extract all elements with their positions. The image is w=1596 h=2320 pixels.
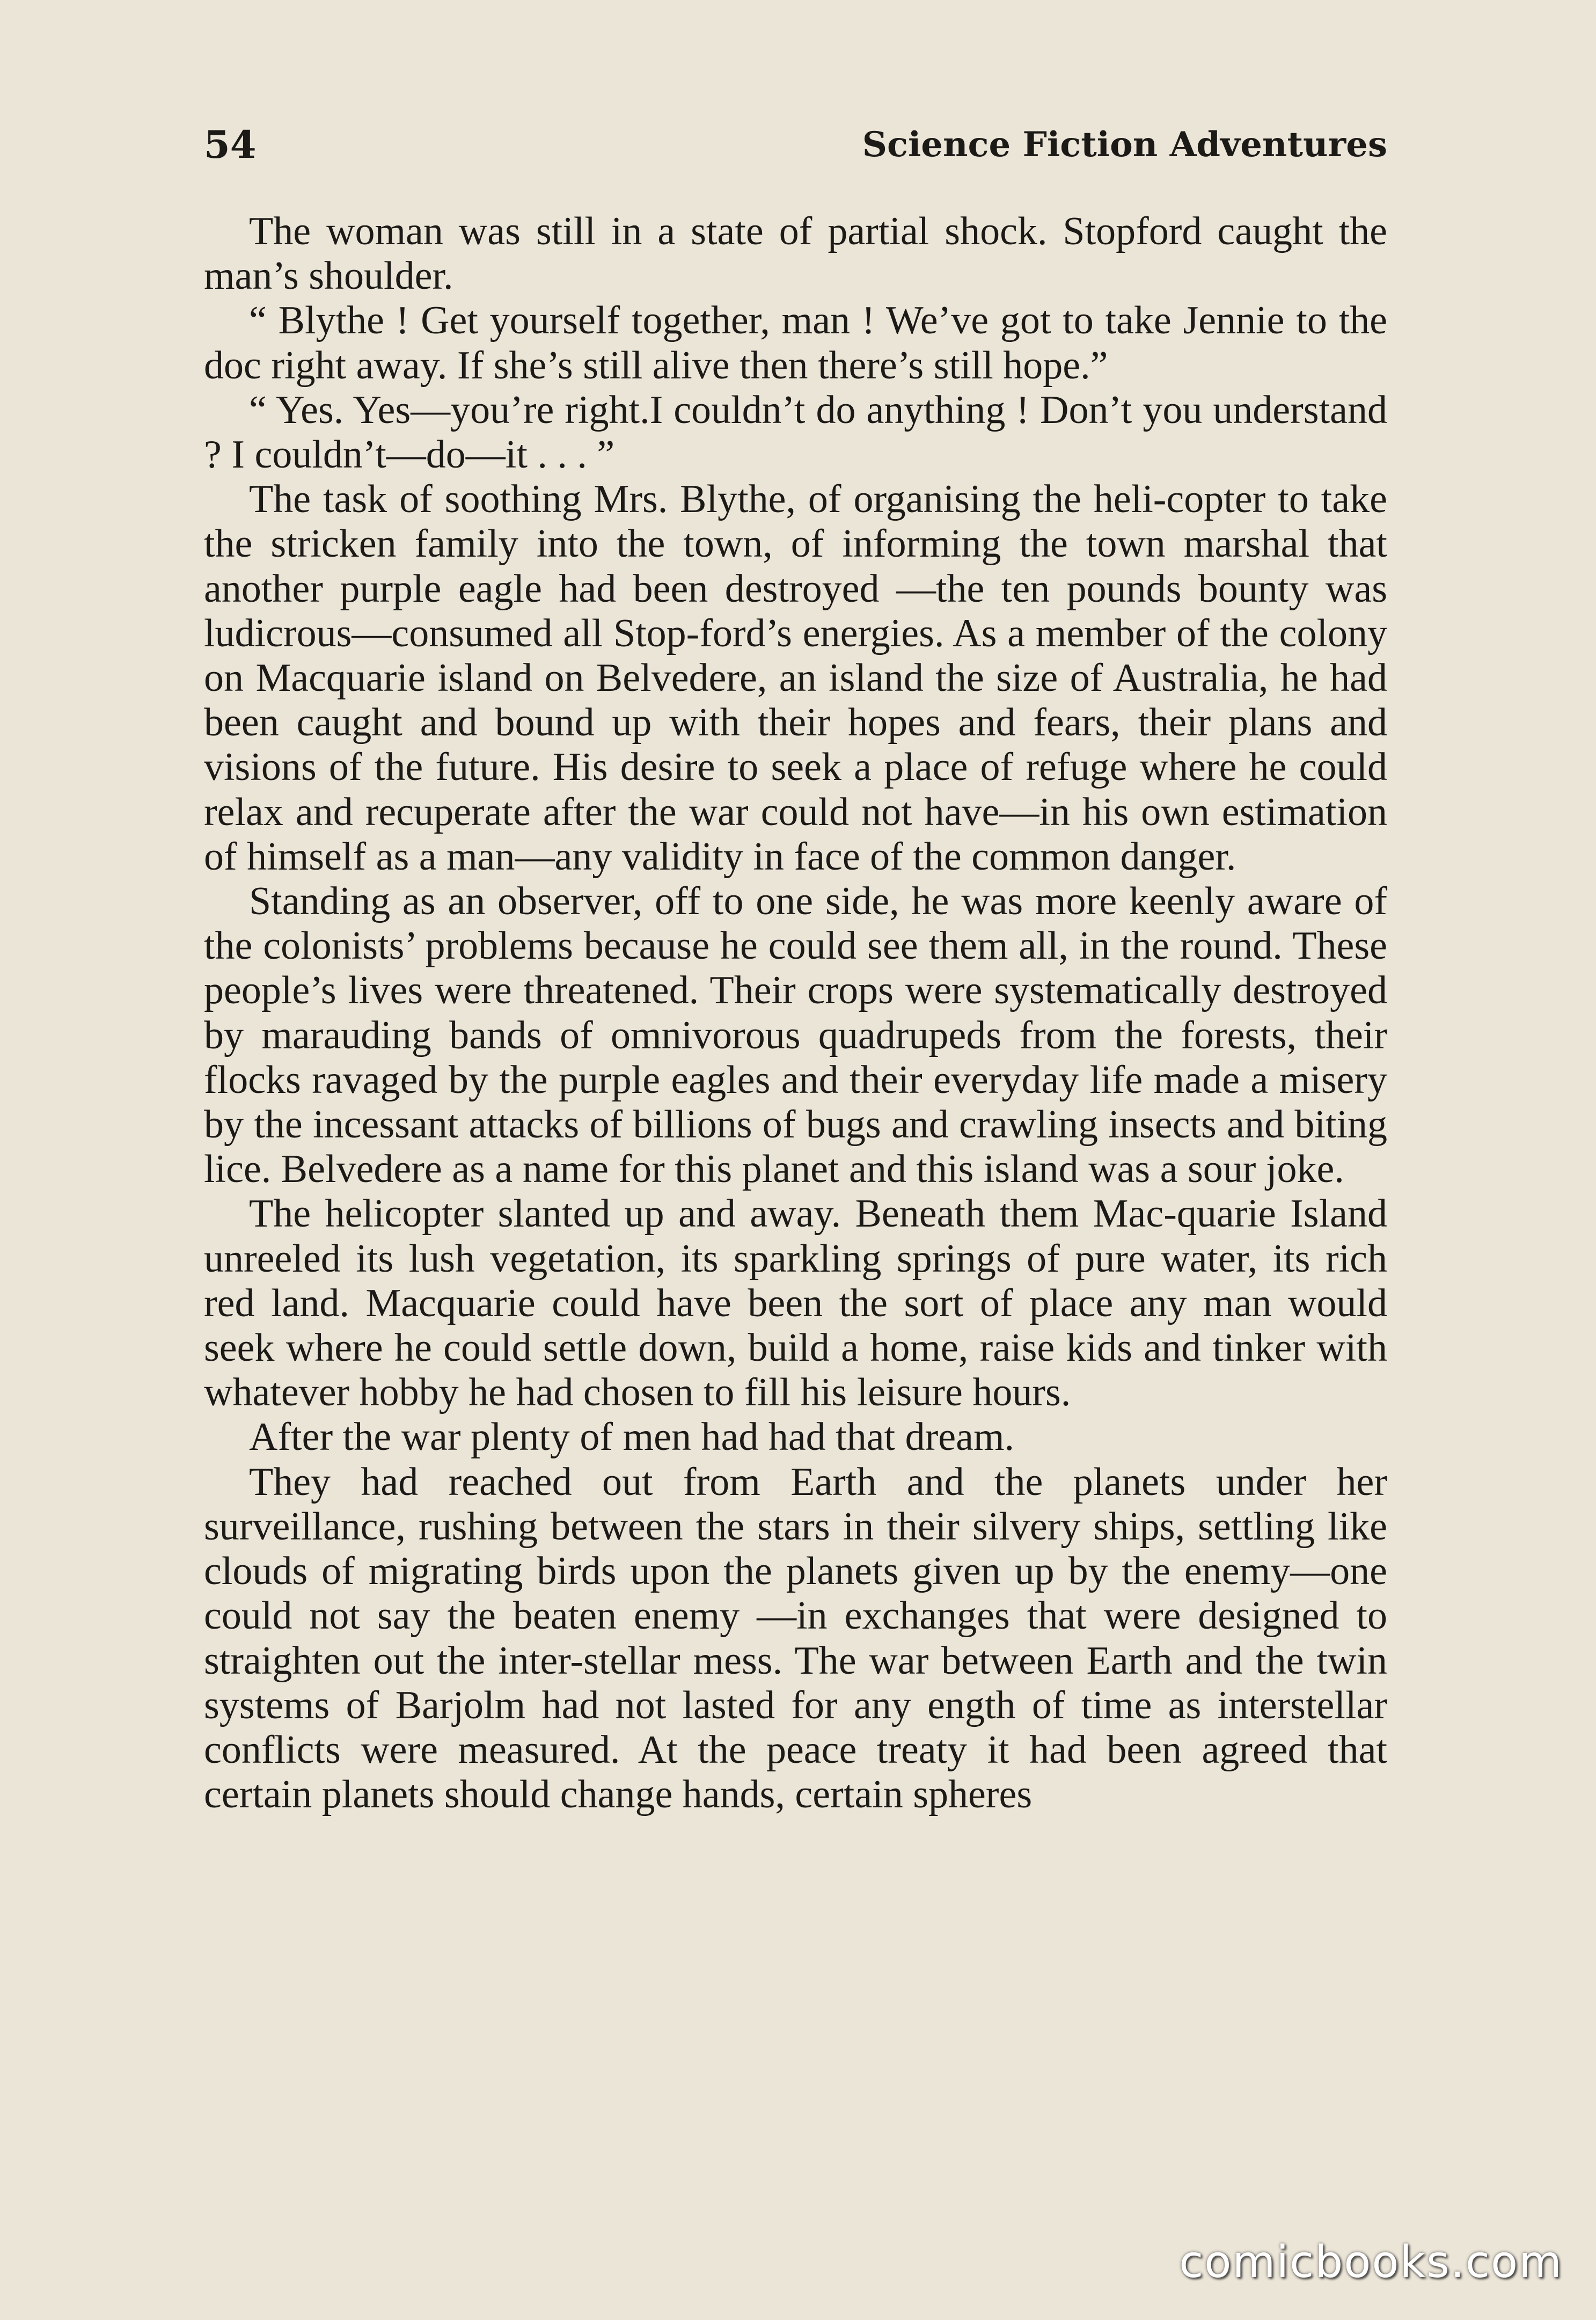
paragraph: The helicopter slanted up and away. Beneath them Mac-quarie Island unreeled its lush vegetation, its sparkling springs of pure water, its rich red land. Macquarie could have been the sort of place any man would seek where he could settle down, build a home, raise kids and tinker with whatever hobby he had chosen to fill his leisure hours. [204,1192,1387,1415]
paragraph: After the war plenty of men had had that dream. [249,1415,1015,1460]
paragraph: The task of soothing Mrs. Blythe, of organising the heli-copter to take the stricken family into the town, of informing the town marshal that another purple eagle had been destroyed —the ten pounds bounty was ludicrous—consumed all Stop-ford’s energies. As a member of the colony on Macquarie island on Belvedere, an island the size of Australia, he had been caught and bound up with their hopes and fears, their plans and visions of the future. His desire to seek a place of refuge where he could relax and recuperate after the war could not have—in his own estimation of himself as a man—any validity in face of the common danger. [204,477,1387,879]
page-header [204,115,1387,174]
paragraph: Standing as an observer, off to one side, he was more keenly aware of the colonists’ problems because he could see them all, in the round. These people’s lives were threatened. Their crops were systematically destroyed by marauding bands of omnivorous quadrupeds from the forests, their flocks ravaged by the purple eagles and their everyday life made a misery by the incessant attacks of billions of bugs and crawling insects and biting lice. Belvedere as a name for this planet and this island was a sour joke. [204,879,1387,1192]
page-number: 54 [204,122,257,167]
paragraph: “ Blythe ! Get yourself together, man ! We’ve got to take Jennie to the doc right away. If she’s still alive then there’s still hope.” [204,298,1387,388]
watermark: comicbooks.com [1179,2237,1563,2288]
running-title: Science Fiction Adventures [862,125,1387,165]
paragraph: “ Yes. Yes—you’re right.I couldn’t do anything ! Don’t you understand ? I couldn’t—do—it . . . ” [204,388,1387,477]
story-text [204,209,1387,1817]
paragraph: They had reached out from Earth and the planets under her surveillance, rushing between the stars in their silvery ships, settling like clouds of migrating birds upon the planets given up by the enemy—one could not say the beaten enemy —in exchanges that were designed to straighten out the inter-stellar mess. The war between Earth and the twin systems of Barjolm had not lasted for any ength of time as interstellar conflicts were measured. At the peace treaty it had been agreed that certain planets should change hands, certain spheres [204,1460,1387,1817]
paragraph: The woman was still in a state of partial shock. Stopford caught the man’s shoulder. [204,209,1387,298]
